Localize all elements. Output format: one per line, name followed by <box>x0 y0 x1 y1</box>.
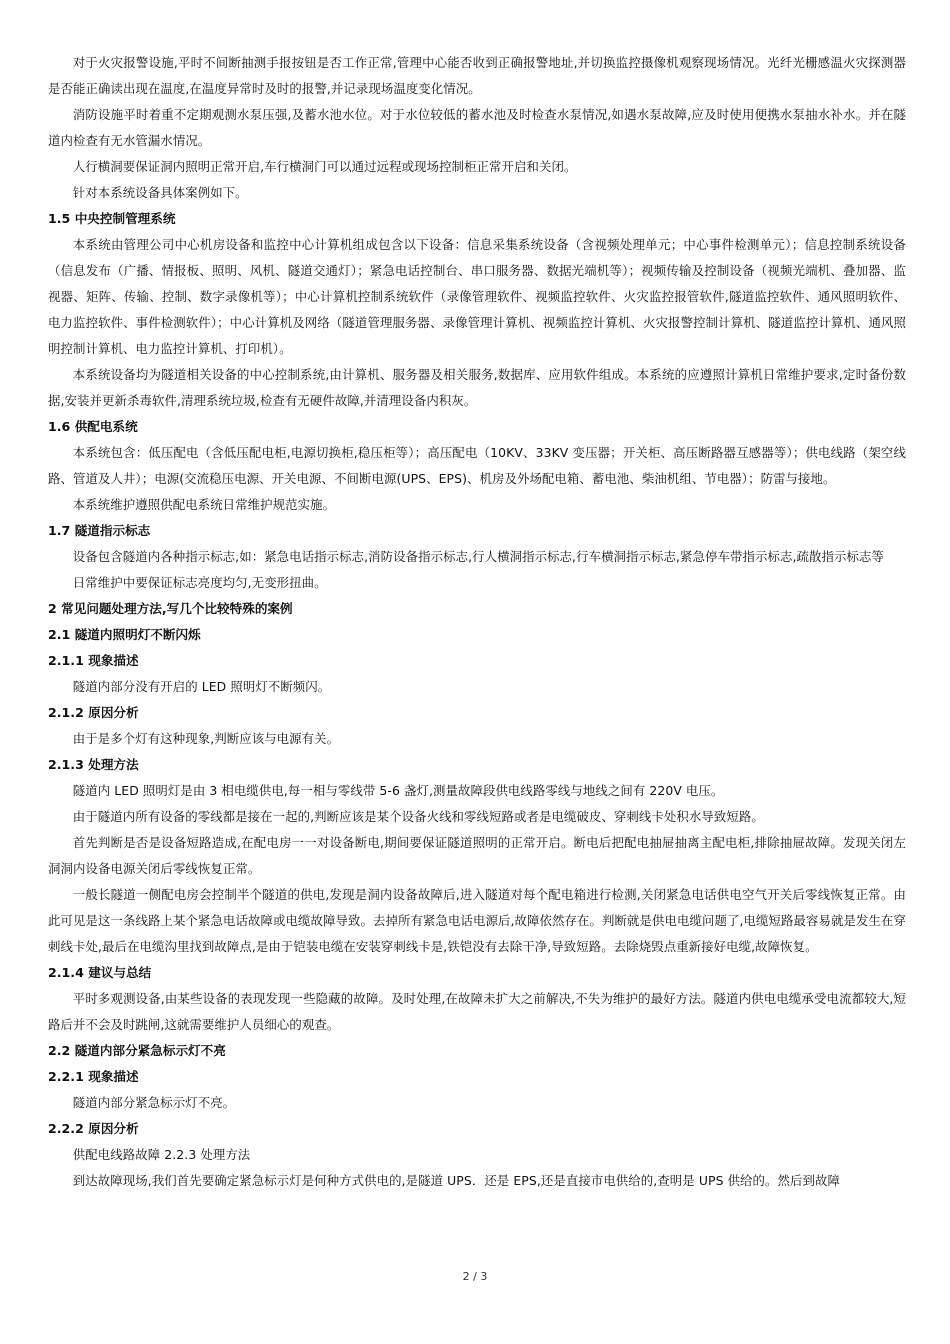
paragraph: 针对本系统设备具体案例如下。 <box>72 185 248 200</box>
paragraph: 首先判断是否是设备短路造成,在配电房一一对设备断电,期间要保证隧道照明的正常开启。断电后把配电抽屉抽离主配电柜,排除抽屉故障。发现关闭左洞洞内设备电源关闭后零线恢复正常。 <box>48 835 906 876</box>
paragraph: 本系统设备均为隧道相关设备的中心控制系统,由计算机、服务器及相关服务,数据库、应用软件组成。本系统的应遵照计算机日常维护要求,定时备份数据,安装并更新杀毒软件,清理系统垃圾,检查有无硬件故障,并清理设备内积灰。 <box>48 367 906 408</box>
paragraph: 由于隧道内所有设备的零线都是接在一起的,判断应该是某个设备火线和零线短路或者是电缆破皮、穿刺线卡处积水导致短路。 <box>72 809 764 824</box>
section-heading: 1.7 隧道指示标志 <box>48 523 151 538</box>
paragraph: 平时多观测设备,由某些设备的表现发现一些隐藏的故障。及时处理,在故障未扩大之前解决,不失为维护的最好方法。隧道内供电电缆承受电流都较大,短路后并不会及时跳闸,这就需要维护人员细心的观查。 <box>48 991 906 1032</box>
section-heading: 2.1 隧道内照明灯不断闪烁 <box>48 627 201 642</box>
paragraph: 供配电线路故障 2.2.3 处理方法 <box>72 1147 251 1162</box>
section-heading: 1.6 供配电系统 <box>48 419 138 434</box>
paragraph: 消防设施平时着重不定期观测水泵压强,及蓄水池水位。对于水位较低的蓄水池及时检查水泵情况,如遇水泵故障,应及时使用便携水泵抽水补水。并在隧道内检查有无水管漏水情况。 <box>48 107 906 148</box>
section-heading: 2.1.3 处理方法 <box>48 757 139 772</box>
paragraph: 隧道内部分紧急标示灯不亮。 <box>72 1095 236 1110</box>
section-heading: 2 常见问题处理方法,写几个比较特殊的案例 <box>48 601 293 616</box>
paragraph: 人行横洞要保证洞内照明正常开启,车行横洞门可以通过远程或现场控制柜正常开启和关闭。 <box>72 159 577 174</box>
document-body <box>48 50 906 1194</box>
section-heading: 2.2.1 现象描述 <box>48 1069 139 1084</box>
paragraph: 设备包含隧道内各种指示标志,如：紧急电话指示标志,消防设备指示标志,行人横洞指示标志,行车横洞指示标志,紧急停车带指示标志,疏散指示标志等 <box>72 549 884 564</box>
section-heading: 2.2.2 原因分析 <box>48 1121 139 1136</box>
section-heading: 2.1.1 现象描述 <box>48 653 139 668</box>
section-heading: 2.1.2 原因分析 <box>48 705 139 720</box>
paragraph: 一般长隧道一侧配电房会控制半个隧道的供电,发现是洞内设备故障后,进入隧道对每个配电箱进行检测,关闭紧急电话供电空气开关后零线恢复正常。由此可见是这一条线路上某个紧急电话故障或电缆故障导致。去掉所有紧急电话电源后,故障依然存在。判断就是供电电缆问题了,电缆短路最容易就是发生在穿刺线卡处,最后在电缆沟里找到故障点,是由于铠装电缆在安装穿刺线卡是,铁铠没有去除干净,导致短路。去除烧毁点重新接好电缆,故障恢复。 <box>48 887 906 954</box>
paragraph: 到达故障现场,我们首先要确定紧急标示灯是何种方式供电的,是隧道 UPS．还是 EPS,还是直接市电供给的,查明是 UPS 供给的。然后到故障 <box>72 1173 840 1188</box>
page-number: 2 / 3 <box>462 1270 488 1283</box>
section-heading: 1.5 中央控制管理系统 <box>48 211 176 226</box>
paragraph: 本系统包含：低压配电（含低压配电柜,电源切换柜,稳压柜等）；高压配电（10KV、33KV 变压器；开关柜、高压断路器互感器等）；供电线路（架空线路、管道及人井）；电源(交流稳压电源、开关电源、不间断电源(UPS、EPS)、机房及外场配电箱、蓄电池、柴油机组、节电器）；防雷与接地。 <box>48 445 906 486</box>
section-heading: 2.2 隧道内部分紧急标示灯不亮 <box>48 1043 226 1058</box>
paragraph: 隧道内部分没有开启的 LED 照明灯不断频闪。 <box>72 679 331 694</box>
paragraph: 日常维护中要保证标志亮度均匀,无变形扭曲。 <box>72 575 327 590</box>
paragraph: 本系统由管理公司中心机房设备和监控中心计算机组成包含以下设备：信息采集系统设备（含视频处理单元；中心事件检测单元）；信息控制系统设备（信息发布（广播、情报板、照明、风机、隧道交通灯）；紧急电话控制台、串口服务器、数据光端机等）；视频传输及控制设备（视频光端机、叠加器、监视器、矩阵、传输、控制、数字录像机等）；中心计算机控制系统软件（录像管理软件、视频监控软件、火灾监控报管软件,隧道监控软件、通风照明软件、电力监控软件、事件检测软件）；中心计算机及网络（隧道管理服务器、录像管理计算机、视频监控计算机、火灾报警控制计算机、隧道监控计算机、通风照明控制计算机、电力监控计算机、打印机）。 <box>48 237 906 356</box>
paragraph: 对于火灾报警设施,平时不间断抽测手报按钮是否工作正常,管理中心能否收到正确报警地址,并切换监控摄像机观察现场情况。光纤光栅感温火灾探测器是否能正确读出现在温度,在温度异常时及时的报警,并记录现场温度变化情况。 <box>48 55 906 96</box>
paragraph: 由于是多个灯有这种现象,判断应该与电源有关。 <box>72 731 340 746</box>
paragraph: 隧道内 LED 照明灯是由 3 相电缆供电,每一相与零线带 5-6 盏灯,测量故障段供电线路零线与地线之间有 220V 电压。 <box>72 783 724 798</box>
paragraph: 本系统维护遵照供配电系统日常维护规范实施。 <box>72 497 336 512</box>
section-heading: 2.1.4 建议与总结 <box>48 965 152 980</box>
